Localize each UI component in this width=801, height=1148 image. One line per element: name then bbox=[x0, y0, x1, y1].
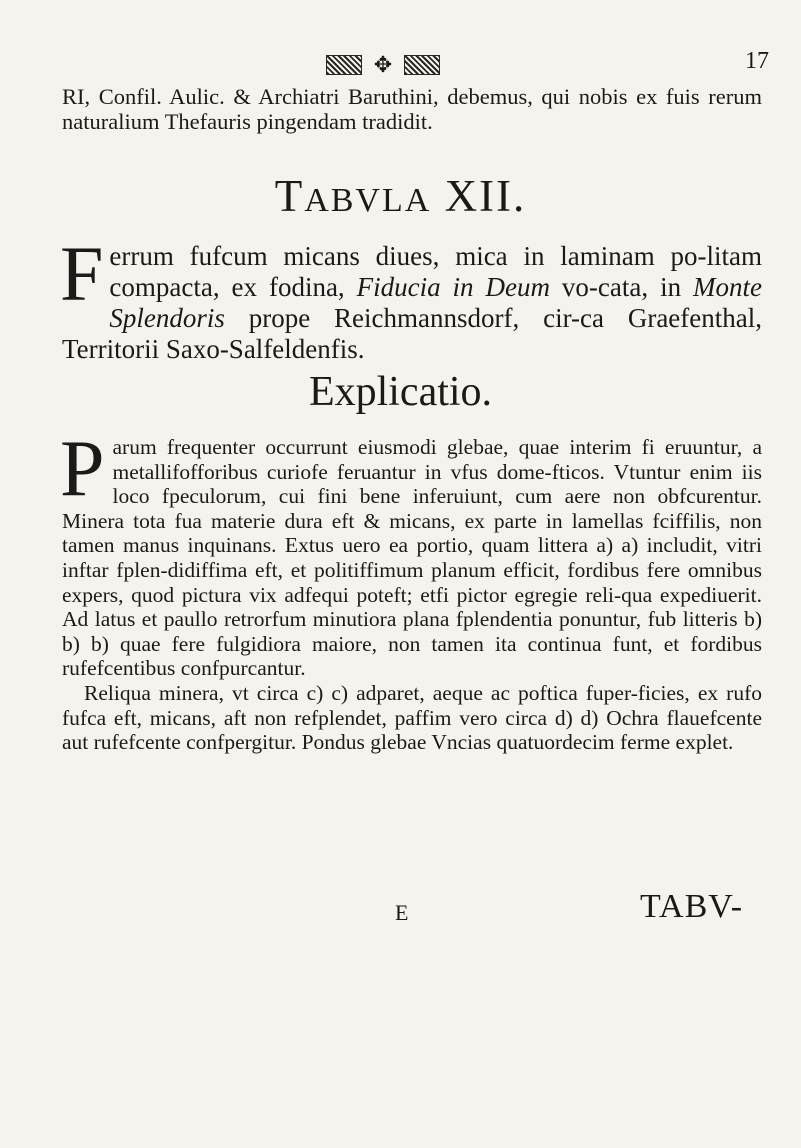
intro-paragraph: RI, Confil. Aulic. & Archiatri Baruthini, debemus, qui nobis ex fuis rerum naturalium Thefauris pingendam tradidit. bbox=[62, 84, 762, 134]
ornament-right-icon bbox=[404, 55, 440, 75]
title-number: XII. bbox=[431, 171, 527, 221]
header-ornament bbox=[308, 50, 458, 80]
title-rest: ABVLA bbox=[304, 182, 432, 219]
mountain-name: Monte Splendoris bbox=[109, 272, 762, 333]
ornament-diamond-icon: ✥ bbox=[373, 52, 393, 77]
catchword: TABV- bbox=[640, 888, 744, 925]
body-paragraph-2: Reliqua minera, vt circa c) c) adparet, aeque ac poftica fuper-ficies, ex rufo fufca eft, micans, aft non refplendet, paffim vero circa d) d) Ochra flauefcente aut rufefcente confpergitur. Pondus glebae Vncias quatuordecim ferme explet. bbox=[62, 680, 762, 755]
description-dropcap: F bbox=[60, 230, 104, 317]
body-paragraph-1 bbox=[60, 425, 762, 681]
signature-mark: E bbox=[395, 900, 409, 925]
ornament-left-icon bbox=[326, 55, 362, 75]
explicatio-heading: Explicatio. bbox=[308, 369, 493, 415]
plate-title bbox=[0, 170, 801, 222]
page-number: 17 bbox=[745, 48, 769, 74]
description-text-1: errum fufcum micans diues, mica in laminam po-litam compacta, ex fodina, bbox=[109, 241, 762, 302]
body-paragraph-1-text: arum frequenter occurrunt eiusmodi glebae, quae interim fi eruuntur, a metallifofforibus curiofe feruantur in vfus dome-fticos. Vtuntur enim iis loco fpeculorum, cui fini bene inferuiunt, cum aere non obfcurentur. Minera tota fua materie dura eft & micans, ex parte in lamellas fciffilis, non tamen manus inquinans. Extus uero ea portio, quam littera a) a) includit, vitri inftar fplen-didiffima eft, et politiffimum planum efficit, fordibus fere omnibus expers, quod pictura vix adfequi poteft; etfi pictor egregie reli-qua expediuerit. Ad latus et paullo retrorfum minutiora plana fplendentia ponuntur, fub litteris b) b) b) quae fere fulgidiora maiore, non tamen ita continua funt, et fordibus rufefcentibus confpurcantur. bbox=[62, 435, 762, 681]
title-initial: T bbox=[274, 171, 305, 221]
mine-name: Fiducia in Deum bbox=[356, 272, 550, 302]
description-text-2: vo-cata, in bbox=[549, 272, 694, 302]
body-dropcap: P bbox=[60, 425, 105, 513]
explanation-body bbox=[60, 425, 762, 755]
plate-description bbox=[60, 230, 762, 365]
description-text-3: prope Reichmannsdorf, cir-ca Graefenthal, Territorii Saxo-Salfeldenfis. bbox=[62, 303, 762, 364]
